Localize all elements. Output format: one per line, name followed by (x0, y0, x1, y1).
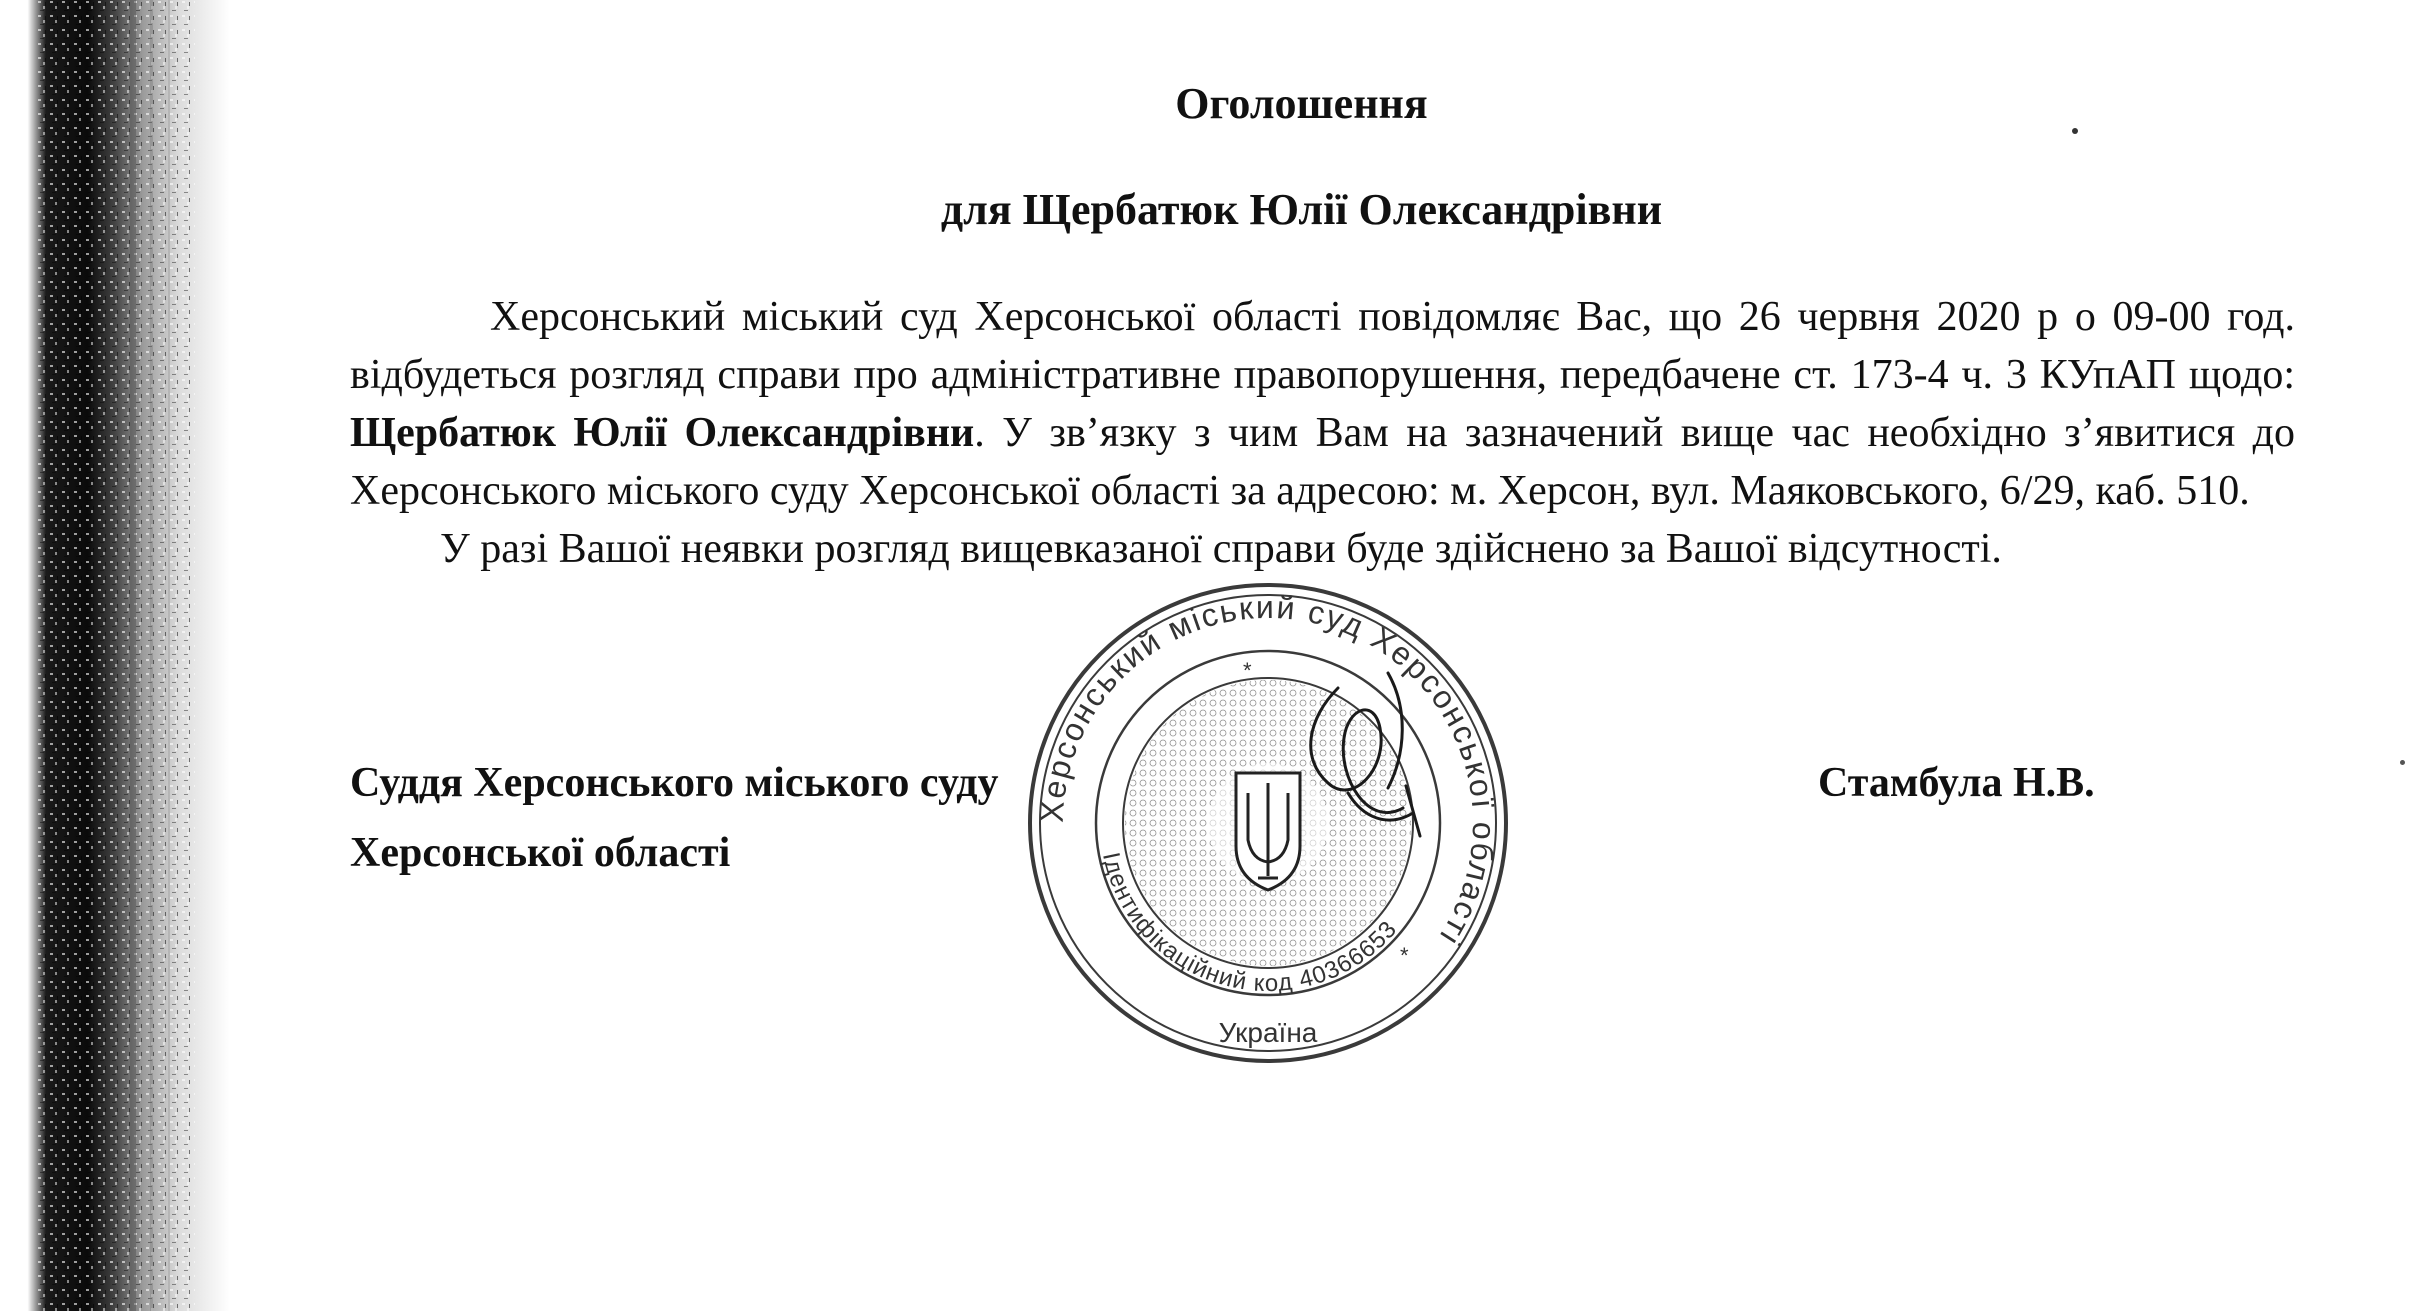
svg-text:*: * (1243, 658, 1252, 683)
notice-text-end: . У зв’язку з чим Вам на зазначений вище час необхідно з’явитися до Херсонського міського суду Херсонської області за адресою: м. Херсон, вул. Маяковського, 6/29, каб. 510. (350, 410, 2295, 514)
signature-position (350, 748, 999, 888)
seal-id-text: Ідентифікаційний код 40366653 (1097, 850, 1403, 998)
seal-outer-text: Херсонський міський суд Херсонської області (1033, 588, 1503, 954)
document-title: Оголошення (1175, 79, 1428, 128)
signature-position-line-2: Херсонської області (350, 830, 731, 876)
trident-icon (1236, 773, 1300, 890)
notice-paragraph (350, 288, 2295, 520)
addressee-line: для Щербатюк Юлії Олександрівни (940, 185, 1663, 234)
absence-paragraph: У разі Вашої неявки розгляд вищевказаної справи буде здійснено за Вашої відсутності. (440, 526, 2002, 572)
scan-speck (2072, 128, 2078, 134)
court-seal (1008, 578, 1528, 1068)
seal-country: Україна (1218, 1017, 1318, 1048)
svg-text:*: * (1400, 943, 1409, 968)
document-body (350, 288, 2295, 578)
judge-name: Стамбула Н.В. (1818, 760, 2095, 806)
signature-position-line-1: Суддя Херсонського міського суду (350, 760, 999, 806)
scan-speck (2400, 760, 2405, 765)
notice-text-start: Херсонський міський суд Херсонської області повідомляє Вас, що 26 червня 2020 р о 09-00 год. відбудеться розгляд справи про адміністративне правопорушення, передбачене ст. 173-4 ч. 3 КУпАП щодо: (350, 294, 2295, 398)
defendant-name: Щербатюк Юлії Олександрівни (350, 410, 975, 456)
